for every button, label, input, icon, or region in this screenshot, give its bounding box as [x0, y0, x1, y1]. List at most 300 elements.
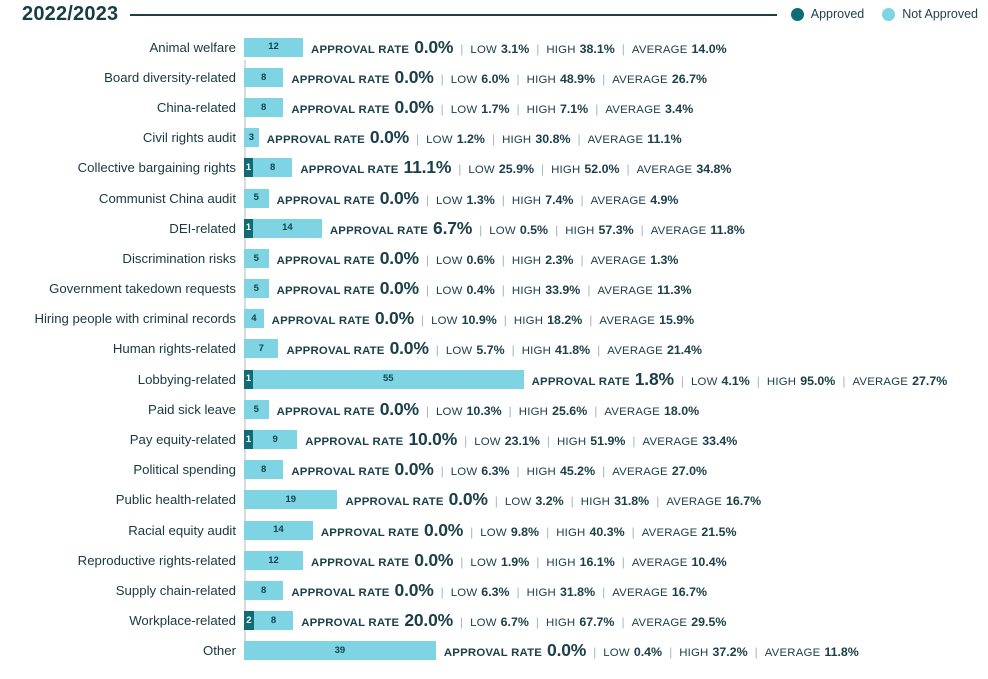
average-label: AVERAGE: [612, 73, 668, 86]
high-value: 40.3%: [589, 524, 625, 539]
high-value: 52.0%: [584, 162, 620, 177]
approval-rate-value: 20.0%: [404, 610, 453, 631]
row-stats: [330, 218, 745, 239]
low-label: LOW: [489, 224, 516, 237]
bar-segment-not-approved[interactable]: [244, 581, 283, 600]
stat-separator: |: [516, 584, 520, 599]
average-value: 14.0%: [691, 41, 727, 56]
bar-segment-value: 14: [273, 524, 284, 536]
stat-separator: |: [416, 132, 420, 147]
high-label: HIGH: [513, 315, 544, 328]
bar-segment-value: 2: [246, 614, 252, 626]
chart-row: [0, 243, 988, 273]
average-label: AVERAGE: [605, 103, 661, 116]
category-label: Government takedown requests: [49, 281, 236, 297]
bar-segment-approved[interactable]: [244, 158, 253, 177]
bar-area: [244, 575, 988, 605]
low-label: LOW: [426, 134, 453, 147]
row-stats: [286, 338, 702, 359]
average-value: 16.7%: [725, 494, 762, 509]
average-value: 4.9%: [650, 192, 679, 207]
category-label: China-related: [156, 99, 236, 115]
low-label: LOW: [690, 375, 718, 388]
approval-rate-value: 11.1%: [403, 157, 452, 178]
low-value: 1.3%: [466, 192, 495, 207]
bar-segment-not-approved[interactable]: [244, 641, 436, 660]
stat-separator: |: [516, 71, 520, 86]
chart-row: [0, 545, 988, 575]
chart-legend: [791, 7, 988, 21]
stacked-bar[interactable]: [244, 370, 524, 389]
low-label: LOW: [435, 254, 463, 267]
average-label: AVERAGE: [612, 466, 668, 479]
low-label: LOW: [603, 647, 630, 660]
bar-segment-value: 8: [261, 71, 267, 83]
bar-segment-not-approved[interactable]: [244, 490, 337, 509]
row-stats: [301, 610, 726, 631]
approval-rate-value: 0.0%: [379, 278, 419, 299]
stat-separator: |: [842, 373, 846, 388]
row-stats: [305, 429, 737, 450]
stat-separator: |: [594, 403, 598, 418]
stat-separator: |: [479, 222, 483, 237]
stacked-bar[interactable]: [244, 38, 303, 57]
low-label: LOW: [450, 103, 478, 116]
approval-rate-label: APPROVAL RATE: [300, 164, 399, 177]
high-value: 95.0%: [800, 373, 836, 388]
stat-separator: |: [632, 434, 636, 449]
high-value: 7.4%: [545, 192, 574, 207]
stat-separator: |: [511, 343, 515, 358]
bar-area: [244, 183, 988, 213]
row-stats: [291, 97, 693, 118]
bar-segment-value: 1: [245, 222, 252, 234]
stat-separator: |: [491, 132, 496, 147]
stat-separator: |: [669, 645, 673, 660]
row-stats: [277, 399, 700, 420]
approval-rate-label: APPROVAL RATE: [329, 224, 429, 237]
bar-segment-value: 55: [383, 373, 394, 385]
average-label: AVERAGE: [852, 375, 909, 388]
bar-segment-not-approved[interactable]: [244, 249, 269, 268]
approval-rate-value: 0.0%: [369, 127, 410, 148]
bar-segment-value: 19: [285, 494, 297, 506]
stat-separator: |: [440, 584, 444, 599]
row-stats: [291, 67, 707, 88]
bar-segment-not-approved[interactable]: [253, 158, 292, 177]
stacked-bar[interactable]: [244, 490, 337, 509]
bar-area: [244, 424, 988, 454]
low-value: 6.3%: [481, 464, 510, 479]
stat-separator: |: [577, 132, 581, 147]
chart-row: [0, 485, 988, 515]
low-value: 3.2%: [535, 494, 564, 509]
bar-segment-approved[interactable]: [244, 219, 253, 238]
bar-area: [244, 455, 988, 485]
stacked-bar[interactable]: [244, 551, 303, 570]
stat-separator: |: [425, 192, 429, 207]
approval-rate-label: APPROVAL RATE: [531, 375, 630, 388]
stat-separator: |: [440, 464, 444, 479]
bar-area: [244, 334, 988, 364]
row-stats: [345, 489, 761, 510]
chart-row: [0, 364, 988, 394]
bar-segment-not-approved[interactable]: [244, 68, 283, 87]
row-stats: [291, 459, 707, 480]
average-value: 26.7%: [671, 71, 707, 86]
low-value: 0.4%: [466, 283, 495, 298]
bar-segment-not-approved[interactable]: [244, 98, 283, 117]
stacked-bar[interactable]: [244, 249, 269, 268]
low-value: 1.9%: [500, 554, 530, 569]
category-label: Animal welfare: [149, 39, 236, 55]
bar-segment-value: 8: [261, 101, 267, 113]
row-stats: [311, 550, 727, 571]
category-label: Board diversity-related: [104, 69, 236, 85]
stat-separator: |: [602, 584, 606, 599]
high-label: HIGH: [546, 556, 576, 569]
approval-rate-label: APPROVAL RATE: [276, 194, 375, 207]
chart-row: [0, 424, 988, 454]
approval-rate-value: 0.0%: [379, 187, 419, 208]
average-label: AVERAGE: [607, 345, 663, 358]
legend-item-not-approved: [882, 7, 978, 21]
category-label: Lobbying-related: [137, 371, 236, 387]
stacked-bar[interactable]: [244, 189, 269, 208]
approval-rate-value: 0.0%: [448, 489, 488, 510]
row-stats: [311, 37, 727, 58]
chart-row: [0, 123, 988, 153]
stacked-bar[interactable]: [244, 128, 259, 147]
bar-segment-not-approved[interactable]: [244, 38, 303, 57]
bar-segment-value: 5: [253, 282, 259, 294]
average-label: AVERAGE: [636, 164, 693, 177]
stacked-bar[interactable]: [244, 430, 297, 449]
chart-row: [0, 334, 988, 364]
average-value: 11.3%: [657, 283, 692, 298]
approval-rate-value: 0.0%: [379, 247, 419, 268]
high-label: HIGH: [679, 647, 709, 660]
bar-segment-approved[interactable]: [244, 611, 254, 630]
row-stats: [321, 520, 737, 541]
approval-rate-label: APPROVAL RATE: [276, 285, 375, 298]
approval-rate-label: APPROVAL RATE: [286, 345, 385, 358]
high-label: HIGH: [546, 617, 576, 630]
stat-separator: |: [621, 41, 625, 56]
average-value: 18.0%: [663, 403, 700, 418]
chart-row: [0, 213, 988, 243]
stat-separator: |: [440, 101, 444, 116]
bar-area: [244, 394, 988, 424]
bar-area: [244, 123, 988, 153]
bar-segment-value: 4: [251, 313, 257, 325]
bar-segment-value: 8: [270, 614, 277, 626]
approval-rate-value: 0.0%: [374, 308, 414, 329]
category-label: Supply chain-related: [115, 582, 236, 598]
low-value: 0.6%: [466, 252, 495, 267]
category-label: Civil rights audit: [142, 130, 236, 146]
high-value: 57.3%: [598, 222, 634, 237]
row-stats: [272, 308, 695, 329]
low-value: 0.4%: [633, 645, 663, 660]
stat-separator: |: [756, 373, 760, 388]
category-label: DEI-related: [169, 220, 236, 236]
average-value: 33.4%: [702, 434, 738, 449]
approval-rate-label: APPROVAL RATE: [311, 556, 410, 569]
low-label: LOW: [480, 526, 507, 539]
high-value: 7.1%: [559, 101, 589, 116]
stat-separator: |: [425, 252, 429, 267]
stacked-bar[interactable]: [244, 400, 269, 419]
stat-separator: |: [501, 252, 505, 267]
bar-segment-not-approved[interactable]: [254, 611, 293, 630]
average-label: AVERAGE: [631, 617, 688, 630]
bar-segment-not-approved[interactable]: [244, 189, 269, 208]
average-label: AVERAGE: [597, 285, 654, 298]
approval-rate-label: APPROVAL RATE: [320, 526, 420, 539]
chart-row: [0, 455, 988, 485]
average-label: AVERAGE: [590, 254, 647, 267]
approval-rate-value: 0.0%: [379, 398, 419, 419]
bar-segment-not-approved[interactable]: [244, 128, 259, 147]
stat-separator: |: [580, 252, 584, 267]
stat-separator: |: [458, 162, 462, 177]
high-label: HIGH: [565, 224, 595, 237]
average-label: AVERAGE: [612, 586, 668, 599]
chart-row: [0, 153, 988, 183]
high-value: 67.7%: [579, 615, 615, 630]
average-value: 10.4%: [691, 554, 727, 569]
average-value: 27.0%: [671, 464, 707, 479]
stat-separator: |: [435, 343, 439, 358]
category-label: Paid sick leave: [148, 401, 236, 417]
high-label: HIGH: [766, 375, 797, 388]
stacked-bar[interactable]: [244, 581, 283, 600]
stacked-bar[interactable]: [244, 641, 436, 660]
low-label: LOW: [504, 496, 532, 509]
stat-separator: |: [621, 554, 625, 569]
stat-separator: |: [501, 283, 505, 298]
bar-segment-not-approved[interactable]: [253, 219, 322, 238]
high-label: HIGH: [511, 194, 542, 207]
stacked-bar[interactable]: [244, 521, 313, 540]
row-stats: [277, 248, 679, 269]
bar-segment-not-approved[interactable]: [244, 521, 313, 540]
low-label: LOW: [450, 73, 478, 86]
low-value: 3.1%: [500, 41, 530, 56]
high-label: HIGH: [521, 345, 552, 358]
bar-segment-value: 12: [268, 554, 279, 566]
low-label: LOW: [450, 466, 478, 479]
stacked-bar[interactable]: [244, 98, 283, 117]
low-label: LOW: [435, 194, 463, 207]
stat-separator: |: [508, 403, 512, 418]
stat-separator: |: [754, 645, 758, 660]
approval-rate-label: APPROVAL RATE: [311, 43, 410, 56]
approval-rate-value: 0.0%: [394, 96, 434, 117]
approval-rate-label: APPROVAL RATE: [291, 466, 390, 479]
stat-separator: |: [587, 283, 591, 298]
bar-segment-value: 1: [245, 162, 252, 174]
high-label: HIGH: [556, 526, 586, 539]
high-value: 48.9%: [559, 71, 596, 86]
low-value: 10.3%: [466, 403, 502, 418]
category-label: Pay equity-related: [129, 432, 236, 448]
average-value: 16.7%: [671, 584, 707, 599]
stacked-bar[interactable]: [244, 460, 283, 479]
high-label: HIGH: [511, 285, 542, 298]
approval-rate-value: 0.0%: [394, 459, 434, 480]
stat-separator: |: [425, 403, 429, 418]
high-value: 2.3%: [545, 252, 574, 267]
chart-row: [0, 636, 988, 666]
bar-segment-value: 1: [245, 433, 252, 445]
stat-separator: |: [640, 222, 644, 237]
low-value: 9.8%: [510, 524, 540, 539]
approval-rate-label: APPROVAL RATE: [345, 496, 444, 509]
row-stats: [277, 188, 679, 209]
bar-segment-not-approved[interactable]: [244, 279, 269, 298]
average-label: AVERAGE: [650, 224, 707, 237]
low-label: LOW: [445, 345, 473, 358]
approval-rate-value: 0.0%: [389, 338, 429, 359]
bar-segment-approved[interactable]: [244, 430, 253, 449]
low-value: 6.7%: [500, 615, 529, 630]
stat-separator: |: [593, 645, 597, 660]
stat-separator: |: [602, 464, 606, 479]
stat-separator: |: [494, 494, 498, 509]
stacked-bar[interactable]: [244, 611, 293, 630]
low-label: LOW: [435, 405, 463, 418]
low-value: 5.7%: [476, 343, 505, 358]
bar-segment-not-approved[interactable]: [253, 430, 297, 449]
approval-rate-value: 0.0%: [394, 66, 434, 87]
low-label: LOW: [470, 43, 497, 56]
stat-separator: |: [602, 71, 606, 86]
stacked-bar[interactable]: [244, 219, 322, 238]
stat-separator: |: [536, 554, 540, 569]
average-value: 21.4%: [666, 343, 703, 358]
title-divider: [130, 14, 776, 16]
bar-segment-approved[interactable]: [244, 370, 253, 389]
legend-item-approved: [791, 7, 865, 21]
approval-rate-value: 6.7%: [433, 217, 473, 238]
average-value: 21.5%: [701, 524, 737, 539]
stacked-bar[interactable]: [244, 309, 264, 328]
bar-area: [244, 515, 988, 545]
approval-rate-label: APPROVAL RATE: [305, 436, 404, 449]
chart-title: 2022/2023: [22, 2, 119, 25]
average-label: AVERAGE: [599, 315, 656, 328]
approval-rate-value: 0.0%: [414, 36, 454, 57]
stat-separator: |: [470, 524, 474, 539]
average-label: AVERAGE: [590, 194, 647, 207]
low-label: LOW: [474, 436, 501, 449]
stacked-bar[interactable]: [244, 158, 292, 177]
approval-rate-value: 0.0%: [424, 519, 464, 540]
bar-area: [244, 32, 988, 62]
stat-separator: |: [626, 162, 630, 177]
average-label: AVERAGE: [764, 647, 821, 660]
high-value: 41.8%: [555, 343, 591, 358]
category-label: Communist China audit: [98, 190, 236, 206]
bar-segment-not-approved[interactable]: [244, 339, 278, 358]
bar-area: [244, 304, 988, 334]
high-value: 16.1%: [579, 554, 615, 569]
high-label: HIGH: [502, 134, 532, 147]
approval-rate-label: APPROVAL RATE: [266, 134, 365, 147]
stacked-bar[interactable]: [244, 339, 278, 358]
approval-rate-label: APPROVAL RATE: [291, 73, 390, 86]
high-label: HIGH: [526, 73, 556, 86]
legend-swatch-not-approved: [882, 8, 895, 21]
average-value: 11.8%: [824, 645, 859, 660]
average-value: 3.4%: [664, 101, 694, 116]
category-label: Political spending: [133, 462, 236, 478]
low-label: LOW: [470, 556, 497, 569]
stat-separator: |: [425, 283, 429, 298]
low-value: 6.0%: [481, 71, 510, 86]
stat-separator: |: [460, 554, 464, 569]
stat-separator: |: [440, 71, 444, 86]
high-label: HIGH: [526, 103, 556, 116]
bar-segment-value: 3: [248, 131, 255, 143]
bar-segment-value: 5: [253, 403, 259, 415]
bar-segment-not-approved[interactable]: [244, 460, 283, 479]
stat-separator: |: [546, 434, 550, 449]
bar-area: [244, 274, 988, 304]
category-label: Discrimination risks: [122, 250, 236, 266]
chart-row: [0, 32, 988, 62]
stat-separator: |: [460, 41, 464, 56]
row-stats: [444, 640, 859, 661]
category-label: Collective bargaining rights: [77, 160, 236, 176]
stat-separator: |: [535, 615, 540, 630]
chart-header: [0, 0, 988, 28]
low-value: 23.1%: [504, 434, 540, 449]
bar-segment-value: 1: [245, 373, 252, 385]
bar-segment-not-approved[interactable]: [244, 400, 269, 419]
average-label: AVERAGE: [631, 43, 688, 56]
average-label: AVERAGE: [631, 556, 688, 569]
average-label: AVERAGE: [587, 134, 644, 147]
approval-rate-value: 10.0%: [408, 429, 458, 450]
low-value: 0.5%: [519, 222, 549, 237]
bar-segment-not-approved[interactable]: [253, 370, 524, 389]
row-stats: [300, 157, 731, 178]
stacked-bar[interactable]: [244, 279, 269, 298]
category-label: Other: [203, 643, 236, 659]
high-label: HIGH: [526, 586, 556, 599]
legend-swatch-approved: [791, 8, 804, 21]
stat-separator: |: [516, 464, 520, 479]
category-label: Public health-related: [115, 492, 236, 508]
bar-segment-not-approved[interactable]: [244, 551, 303, 570]
low-label: LOW: [450, 586, 478, 599]
approval-rate-value: 0.0%: [414, 549, 454, 570]
stacked-bar[interactable]: [244, 68, 283, 87]
bar-segment-value: 5: [253, 192, 259, 204]
row-stats: [291, 580, 707, 601]
bar-segment-not-approved[interactable]: [244, 309, 264, 328]
chart-row: [0, 62, 988, 92]
legend-label-approved: Approved: [810, 7, 865, 21]
stat-separator: |: [570, 494, 574, 509]
legend-label-not-approved: Not Approved: [902, 7, 978, 21]
high-value: 37.2%: [712, 645, 748, 660]
stat-separator: |: [580, 192, 584, 207]
bar-area: [244, 92, 988, 122]
